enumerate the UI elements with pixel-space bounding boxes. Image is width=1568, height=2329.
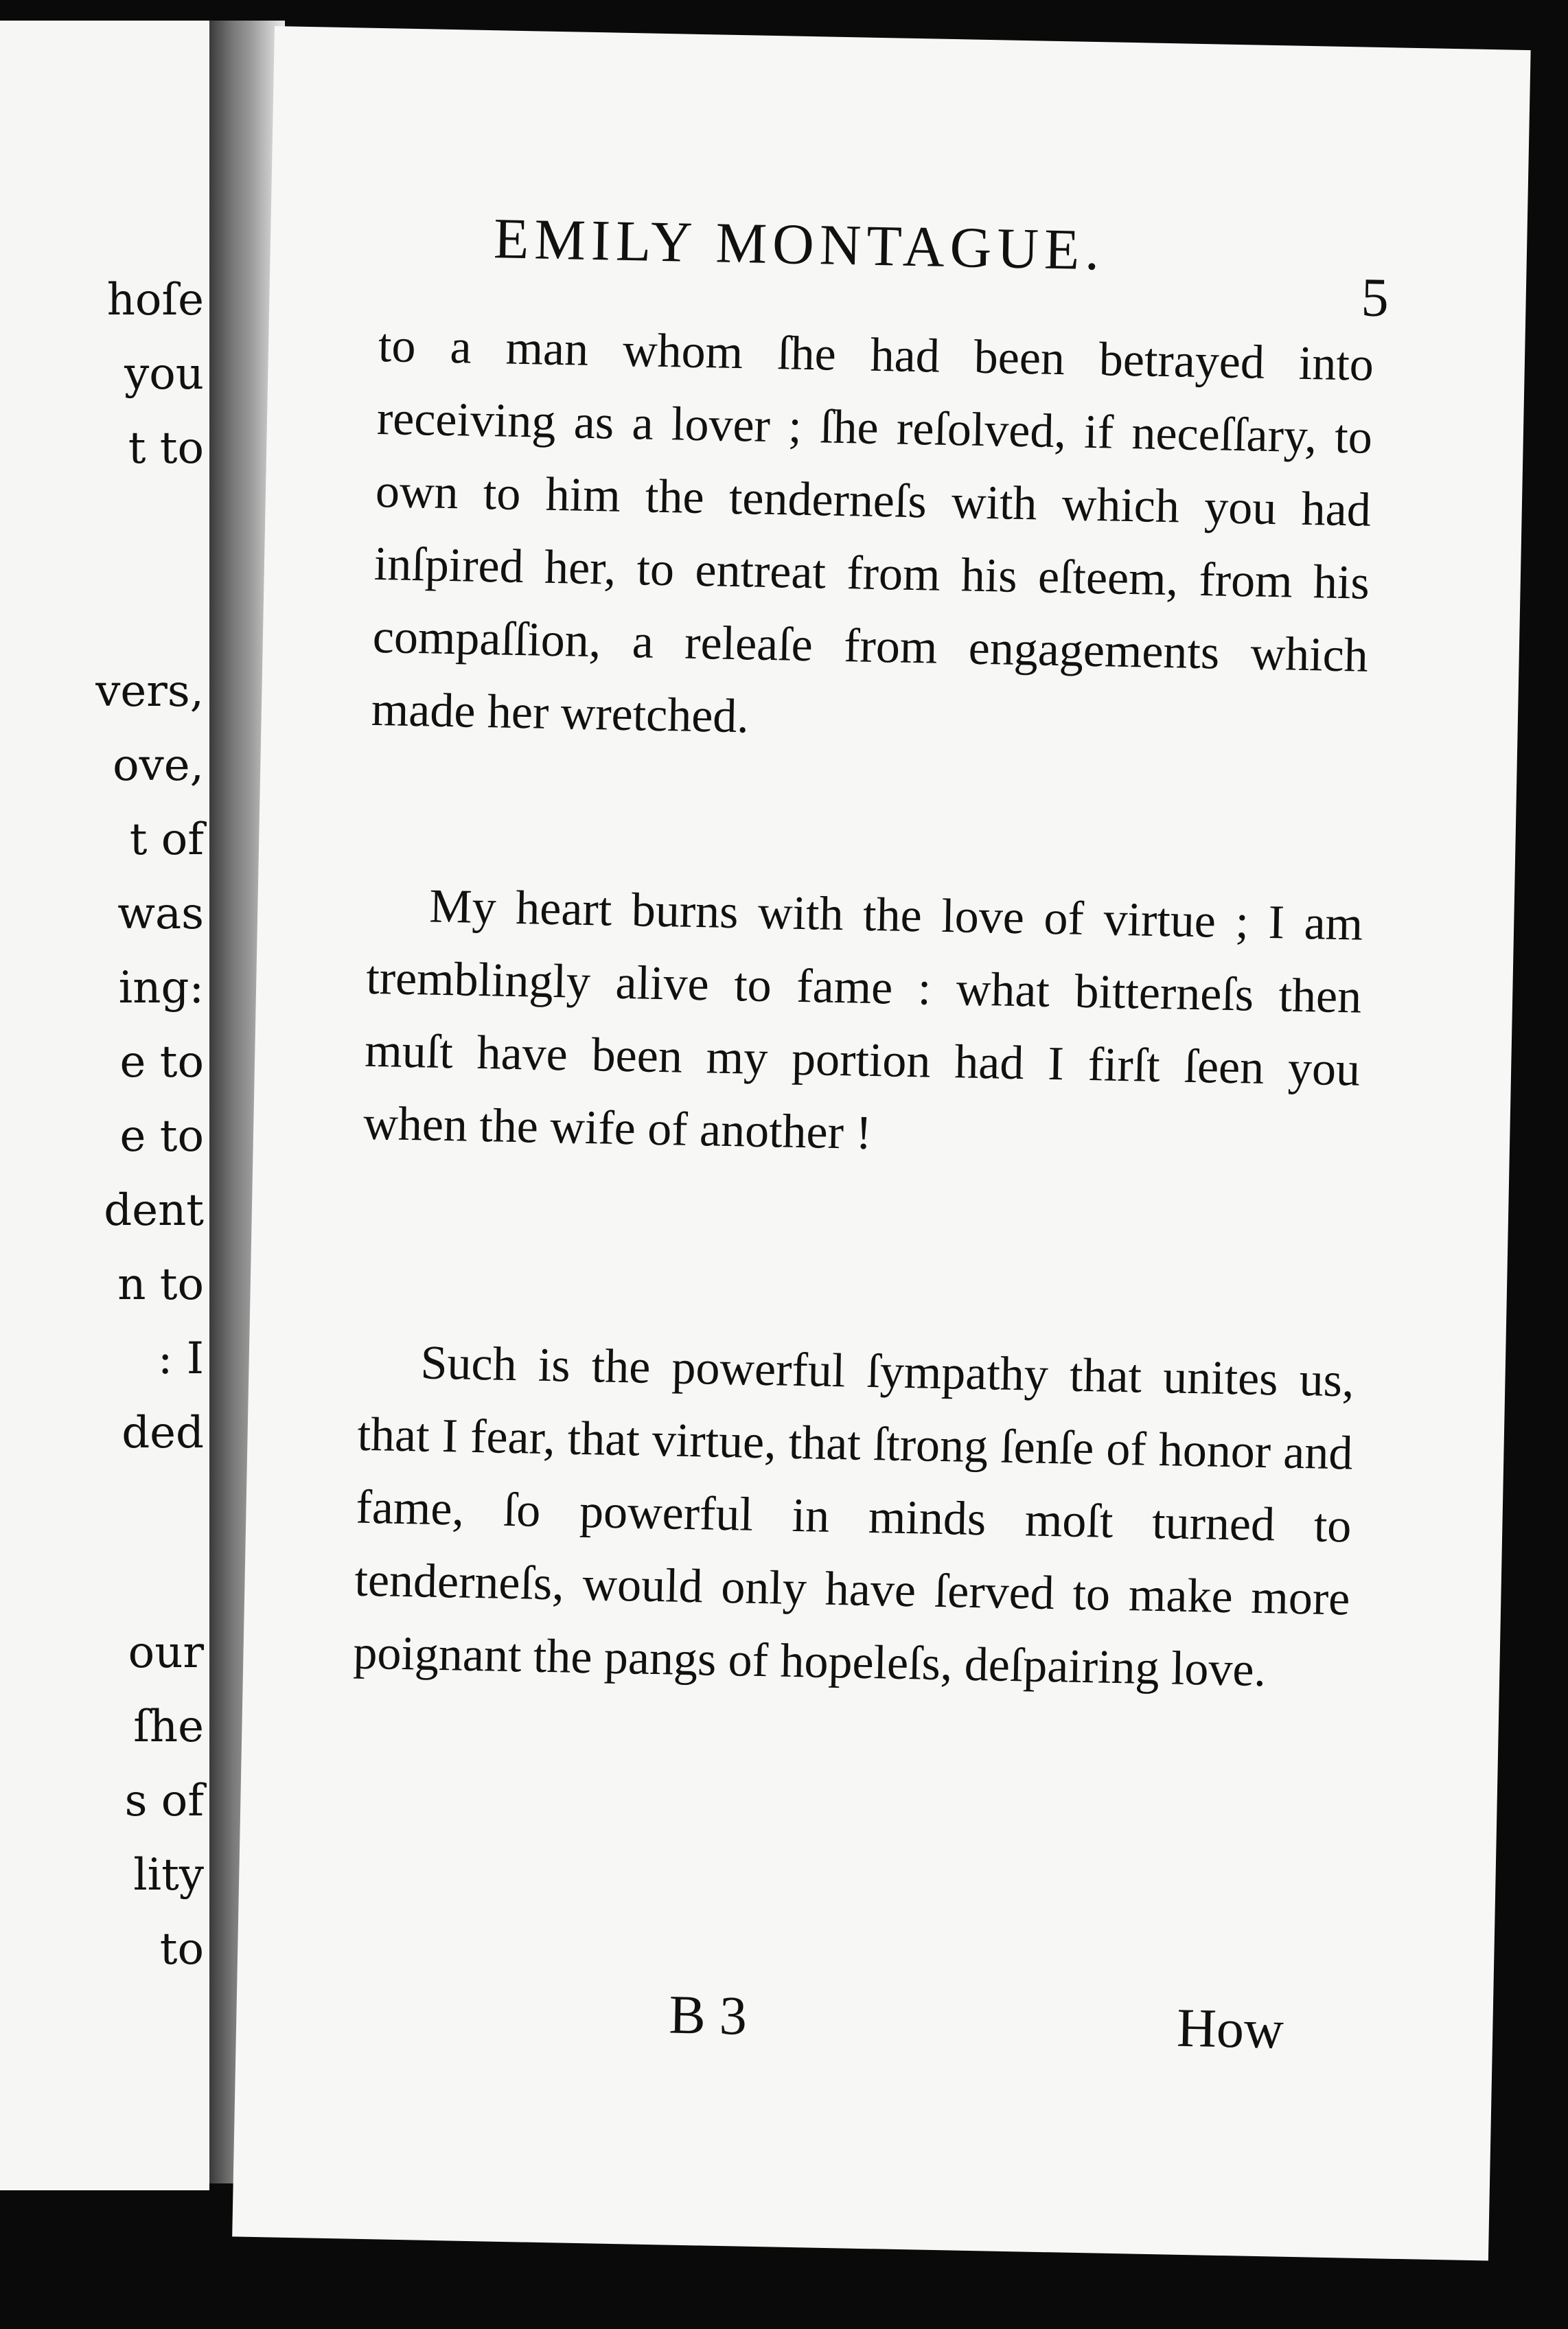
- facing-line: lity: [133, 1850, 204, 1901]
- paragraph-text: Such is the powerful ſympathy that unites us, that I fear, that virtue, that ſtrong ſenſe of honor and fame, ſo powerful in minds moſt turned to tenderneſs, would only have ſerved to make more poignant the pangs of hopeleſs, deſpairing love.: [352, 1336, 1355, 1697]
- facing-line: n to: [117, 1259, 204, 1310]
- facing-line: : I: [157, 1333, 204, 1384]
- facing-line: was: [117, 888, 204, 939]
- facing-line: vers,: [95, 666, 204, 717]
- facing-line: you: [124, 349, 204, 400]
- facing-line: to: [159, 1924, 204, 1975]
- facing-line: e to: [119, 1037, 204, 1088]
- catchword: How: [1176, 1997, 1284, 2061]
- facing-line: s of: [124, 1776, 204, 1826]
- paragraph-2: [362, 869, 1363, 1180]
- paragraph-text: to a man whom ſhe had been betrayed into receiving as a lover ; ſhe reſolved, if neceſſary, to own to him the tenderneſs with which you had inſpired her, to entreat from his eſteem, from his compaſſion, a releaſe from engagements which made her wretched.: [371, 319, 1374, 744]
- facing-line: ded: [122, 1408, 204, 1458]
- facing-line: t of: [129, 814, 204, 865]
- paragraph-text: My heart burns with the love of virtue ; I am tremblingly alive to fame : what bitterneſs then muſt have been my portion had I firſt ſeen you when the wife of another !: [362, 880, 1363, 1160]
- running-head: EMILY MONTAGUE.: [493, 207, 1106, 283]
- facing-line: t to: [128, 423, 204, 474]
- signature-mark: B 3: [668, 1984, 748, 2047]
- book-page: [232, 26, 1530, 2261]
- facing-line: ove,: [113, 740, 204, 791]
- facing-line: ſhe: [133, 1701, 204, 1752]
- page-number: 5: [1360, 267, 1390, 329]
- facing-line: our: [128, 1627, 204, 1678]
- paragraph-1: [371, 310, 1374, 766]
- paragraph-3: [353, 1326, 1355, 1709]
- facing-page: [0, 21, 209, 2190]
- facing-line: dent: [104, 1185, 204, 1236]
- facing-line: ing:: [118, 963, 204, 1013]
- facing-line: hoſe: [106, 275, 204, 325]
- facing-line: e to: [119, 1111, 204, 1162]
